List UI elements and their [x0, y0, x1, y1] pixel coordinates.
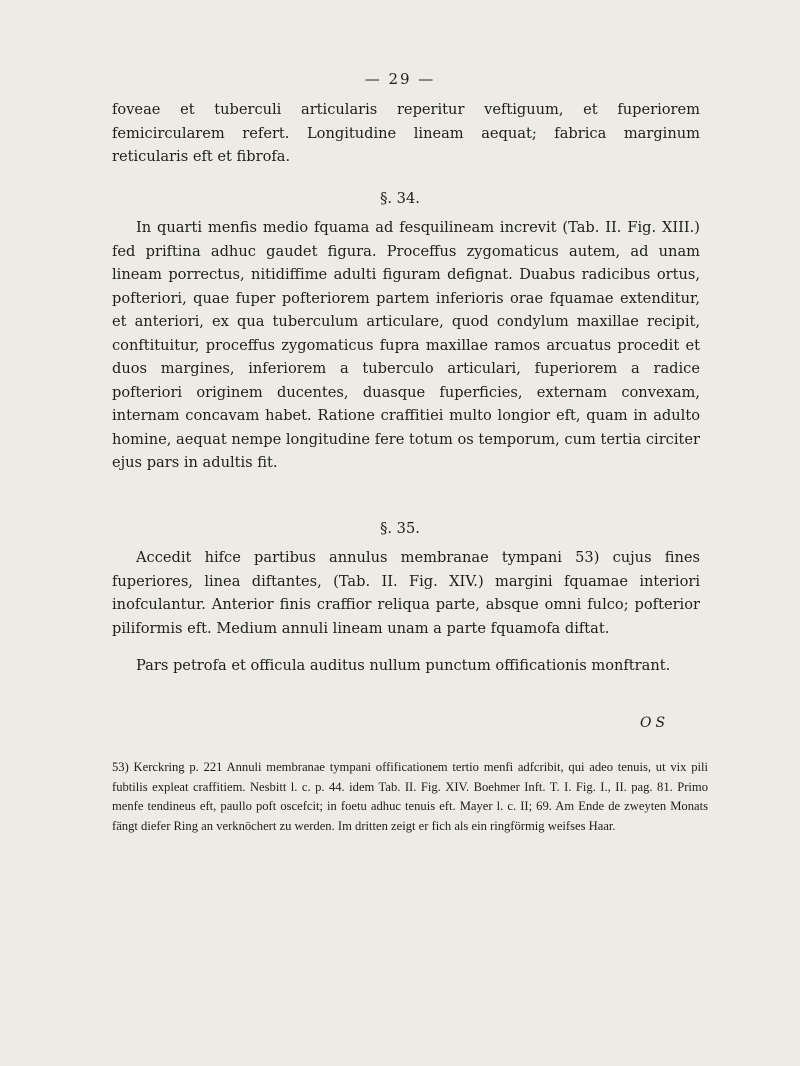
paragraph-top-text: foveae et tuberculi articularis reperitur veftiguum, et fuperiorem femicircularem refert. Longitudine lineam aequat; fabrica marginum reticularis eft et fibrofa.	[112, 101, 700, 165]
section-34-body	[112, 216, 700, 475]
section-35-heading: §. 35.	[380, 520, 420, 537]
paragraph-top	[112, 98, 700, 169]
section-34-text: In quarti menfis medio fquama ad fesquilineam increvit (Tab. II. Fig. XIII.) fed priftina adhuc gaudet figura. Proceffus zygomaticus autem, ad unam lineam porrectus, nitidiffime adulti figuram defignat. Duabus radicibus ortus, pofteriori, quae fuper pofteriorem partem inferioris orae fquamae extenditur, et anteriori, ex qua tuberculum articulare, quod condylum maxillae recipit, conftituitur, proceffus zygomaticus fupra maxillae ramos arcuatus procedit et duos margines, inferiorem a tuberculo articulari, fuperiorem a radice pofteriori originem ducentes, duasque fuperficies, externam convexam, internam concavam habet. Ratione craffitiei multo longior eft, quam in adulto homine, aequat nempe longitudine fere totum os temporum, cum tertia circiter ejus pars in adultis fit.	[112, 219, 700, 471]
catchword: OS	[640, 715, 670, 731]
section-34-heading: §. 34.	[380, 190, 420, 207]
footnote-text: 53) Kerckring p. 221 Annuli membranae tympani offificationem tertio menfi adfcribit, qui adeo tenuis, ut vix pili fubtilis expleat craffitiem. Nesbitt l. c. p. 44. idem Tab. II. Fig. XIV. Boehmer Inft. T. I. Fig. I., II. pag. 81. Primo menfe tendineus eft, paullo poft oscefcit; in foetu adhuc tenuis eft. Mayer l. c. II; 69. Am Ende de zweyten Monats fängt diefer Ring an verknöchert zu werden. Im dritten zeigt er fich als ein ringförmig weifses Haar.	[112, 760, 708, 833]
section-35-text-2: Pars petrofa et officula auditus nullum punctum offificationis monftrant.	[136, 657, 671, 674]
section-35-body	[112, 546, 700, 678]
footnote	[112, 758, 708, 836]
page-number: — 29 —	[364, 70, 436, 88]
section-35-text-1: Accedit hifce partibus annulus membranae tympani 53) cujus fines fuperiores, linea diftantes, (Tab. II. Fig. XIV.) margini fquamae interiori inofculantur. Anterior finis craffior reliqua parte, absque omni fulco; pofterior piliformis eft. Medium annuli lineam unam a parte fquamofa diftat.	[112, 549, 700, 637]
